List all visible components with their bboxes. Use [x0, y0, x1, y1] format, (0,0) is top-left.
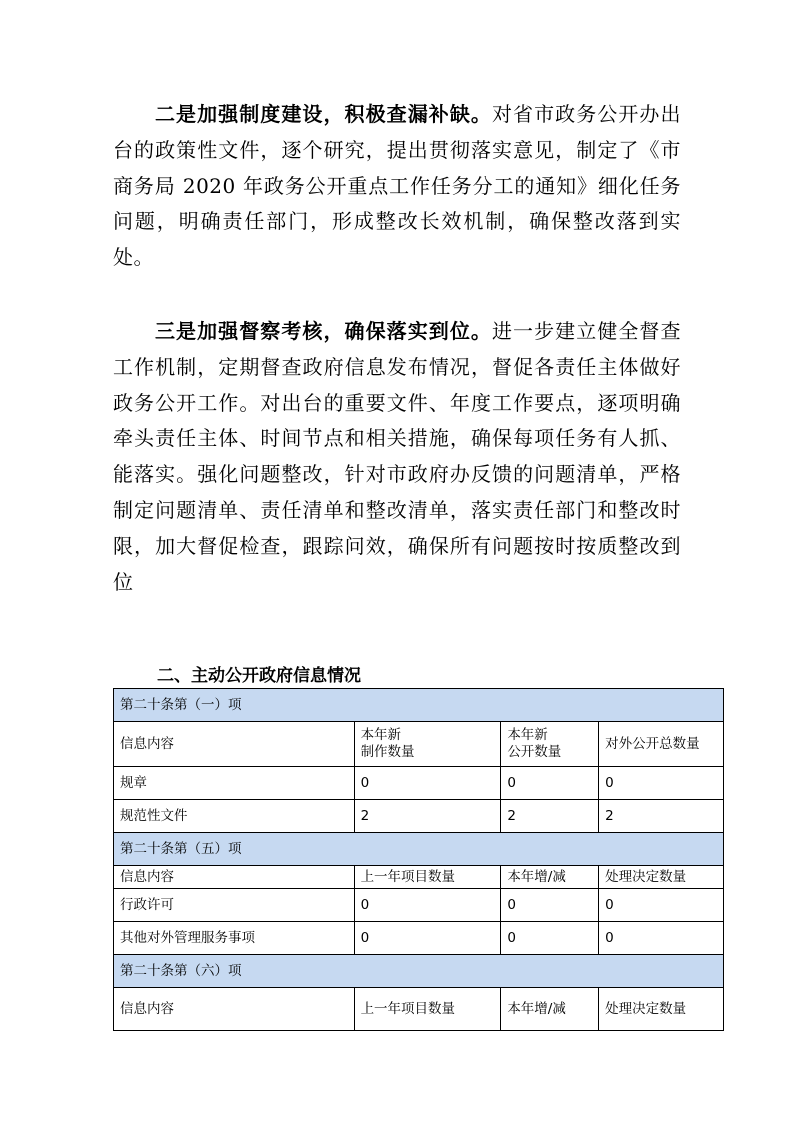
- table-header-cell: 上一年项目数量: [354, 866, 501, 889]
- table-cell: 规章: [114, 767, 355, 800]
- table-cell: 0: [599, 889, 724, 922]
- table-section-title-row: [114, 955, 724, 988]
- header-line: 制作数量: [360, 744, 415, 760]
- table-header-row: [114, 722, 724, 767]
- paragraph-body: 进一步建立健全督查工作机制，定期督查政府信息发布情况，督促各责任主体做好政务公开工作。对出台的重要文件、年度工作要点，逐项明确牵头责任主体、时间节点和相关措施，确保每项任务有人抓、能落实。强化问题整改，针对市政府办反馈的问题清单，严格制定问题清单、责任清单和整改清单，落实责任部门和整改时限，加大督促检查，跟踪问效，确保所有问题按时按质整改到位: [113, 319, 681, 594]
- paragraph-lead: 二是加强制度建设，积极查漏补缺。: [155, 102, 492, 126]
- header-line: 本年新: [507, 727, 548, 743]
- table-section-title: 第二十条第（一）项: [114, 689, 724, 722]
- table-cell: 0: [501, 922, 599, 955]
- table-cell: 0: [354, 922, 501, 955]
- table-cell: 0: [354, 889, 501, 922]
- header-line: 公开数量: [507, 744, 562, 760]
- table-cell: 2: [599, 800, 724, 833]
- table-section-title: 第二十条第（六）项: [114, 955, 724, 988]
- table-section-title-row: [114, 689, 724, 722]
- table-header-cell: 信息内容: [114, 722, 355, 767]
- table-row: [114, 767, 724, 800]
- table-section-title: 第二十条第（五）项: [114, 833, 724, 866]
- table-cell: 0: [599, 767, 724, 800]
- table-cell: 2: [354, 800, 501, 833]
- table-header-row: [114, 988, 724, 1031]
- table-cell: 2: [501, 800, 599, 833]
- table-header-cell: [501, 722, 599, 767]
- paragraph-supervision: [113, 314, 681, 600]
- table-row: [114, 800, 724, 833]
- paragraph-body: 对省市政务公开办出台的政策性文件，逐个研究，提出贯彻落实意见，制定了《市商务局 2020 年政务公开重点工作任务分工的通知》细化任务问题，明确责任部门，形成整改长效机制，确保整改落到实处。: [113, 102, 681, 270]
- table-header-cell: 本年增/减: [501, 988, 599, 1031]
- paragraph-institution-building: [113, 97, 681, 276]
- table-section-title-row: [114, 833, 724, 866]
- table-row: [114, 889, 724, 922]
- paragraph-lead: 三是加强督察考核，确保落实到位。: [155, 319, 492, 343]
- table-cell: 0: [354, 767, 501, 800]
- table-cell: 0: [599, 922, 724, 955]
- table-header-cell: [354, 722, 501, 767]
- table-header-cell: 对外公开总数量: [599, 722, 724, 767]
- table-header-cell: 处理决定数量: [599, 866, 724, 889]
- header-line: 本年新: [360, 727, 402, 743]
- table-cell: 行政许可: [114, 889, 355, 922]
- table-cell: 其他对外管理服务事项: [114, 922, 355, 955]
- table-header-cell: 信息内容: [114, 988, 355, 1031]
- table-header-row: [114, 866, 724, 889]
- table-cell: 0: [501, 889, 599, 922]
- table-cell: 规范性文件: [114, 800, 355, 833]
- info-disclosure-table: [113, 688, 724, 1031]
- table-header-cell: 处理决定数量: [599, 988, 724, 1031]
- table-header-cell: 上一年项目数量: [354, 988, 501, 1031]
- table-header-cell: 本年增/减: [501, 866, 599, 889]
- table-header-cell: 信息内容: [114, 866, 355, 889]
- section-heading: 二、主动公开政府信息情况: [157, 666, 361, 686]
- table-row: [114, 922, 724, 955]
- table-cell: 0: [501, 767, 599, 800]
